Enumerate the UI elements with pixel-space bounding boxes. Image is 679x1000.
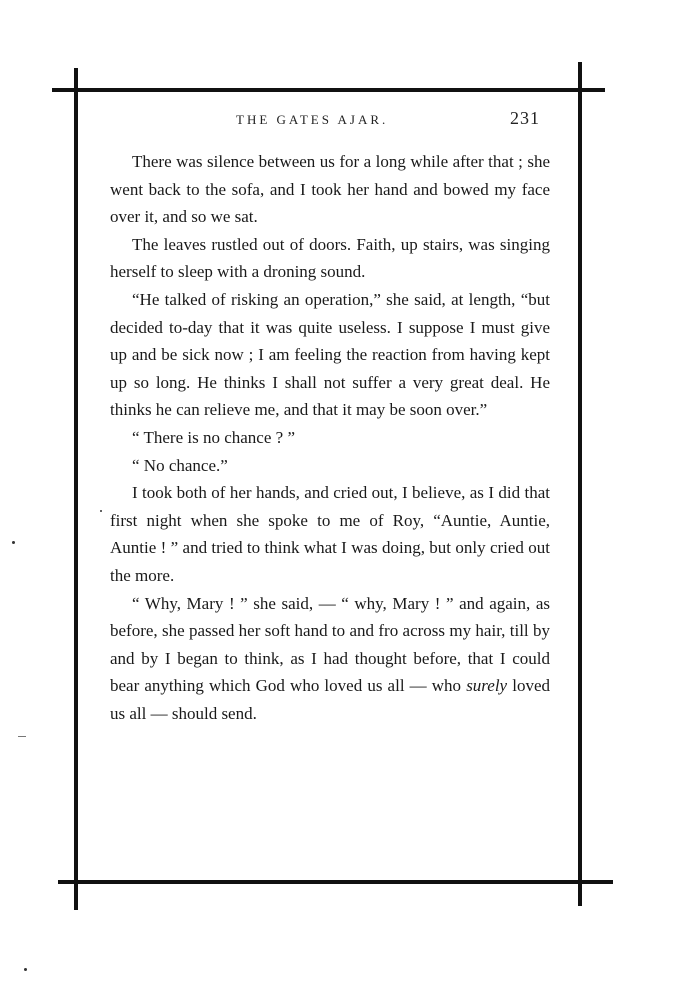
paragraph-7 [110, 590, 550, 728]
paragraph-3: “He talked of risking an operation,” she said, at length, “but decided to-day that it was quite useless. I suppose I must give up and be sick now ; I am feeling the reaction from having kept up so long. He thinks I shall not suffer a very great deal. He thinks he can relieve me, and that it may be soon over.” [110, 289, 550, 420]
page-number: 231 [510, 108, 540, 128]
paragraph-6: I took both of her hands, and cried out, I believe, as I did that first night when she spoke to me of Roy, “Auntie, Auntie, Auntie ! ” and tried to think what I was doing, but only cried out the more. [110, 483, 550, 585]
paragraph-7-italic: surely [466, 676, 508, 696]
paragraph-4: “ There is no chance ? ” [132, 427, 295, 447]
body-text [110, 148, 550, 727]
paper-mark [18, 736, 26, 737]
paragraph-1: There was silence between us for a long while after that ; she went back to the sofa, and I took her hand and bowed my face over it, and so we sat. [110, 152, 550, 227]
frame-rule-top [52, 88, 605, 92]
paper-speck [100, 510, 102, 512]
paper-speck [24, 968, 27, 971]
paragraph-7-text-a: “ Why, Mary ! ” she said, — “ why, Mary ! ” and again, as before, she passed her soft hand to and fro across my hair, till by and by I began to think, as I had thought before, that I could bear anything which God who loved us all — who [110, 593, 550, 696]
frame-rule-right [578, 62, 582, 906]
paper-speck [12, 541, 15, 544]
frame-rule-bottom [58, 880, 613, 884]
paragraph-7-text-b: loved us all — should send. [110, 676, 550, 723]
paragraph-5: “ No chance.” [132, 455, 228, 475]
running-head [110, 108, 550, 132]
frame-rule-left [74, 68, 78, 910]
paragraph-2: The leaves rustled out of doors. Faith, up stairs, was singing herself to sleep with a droning sound. [110, 234, 550, 282]
running-title: THE GATES AJAR. [236, 112, 389, 127]
